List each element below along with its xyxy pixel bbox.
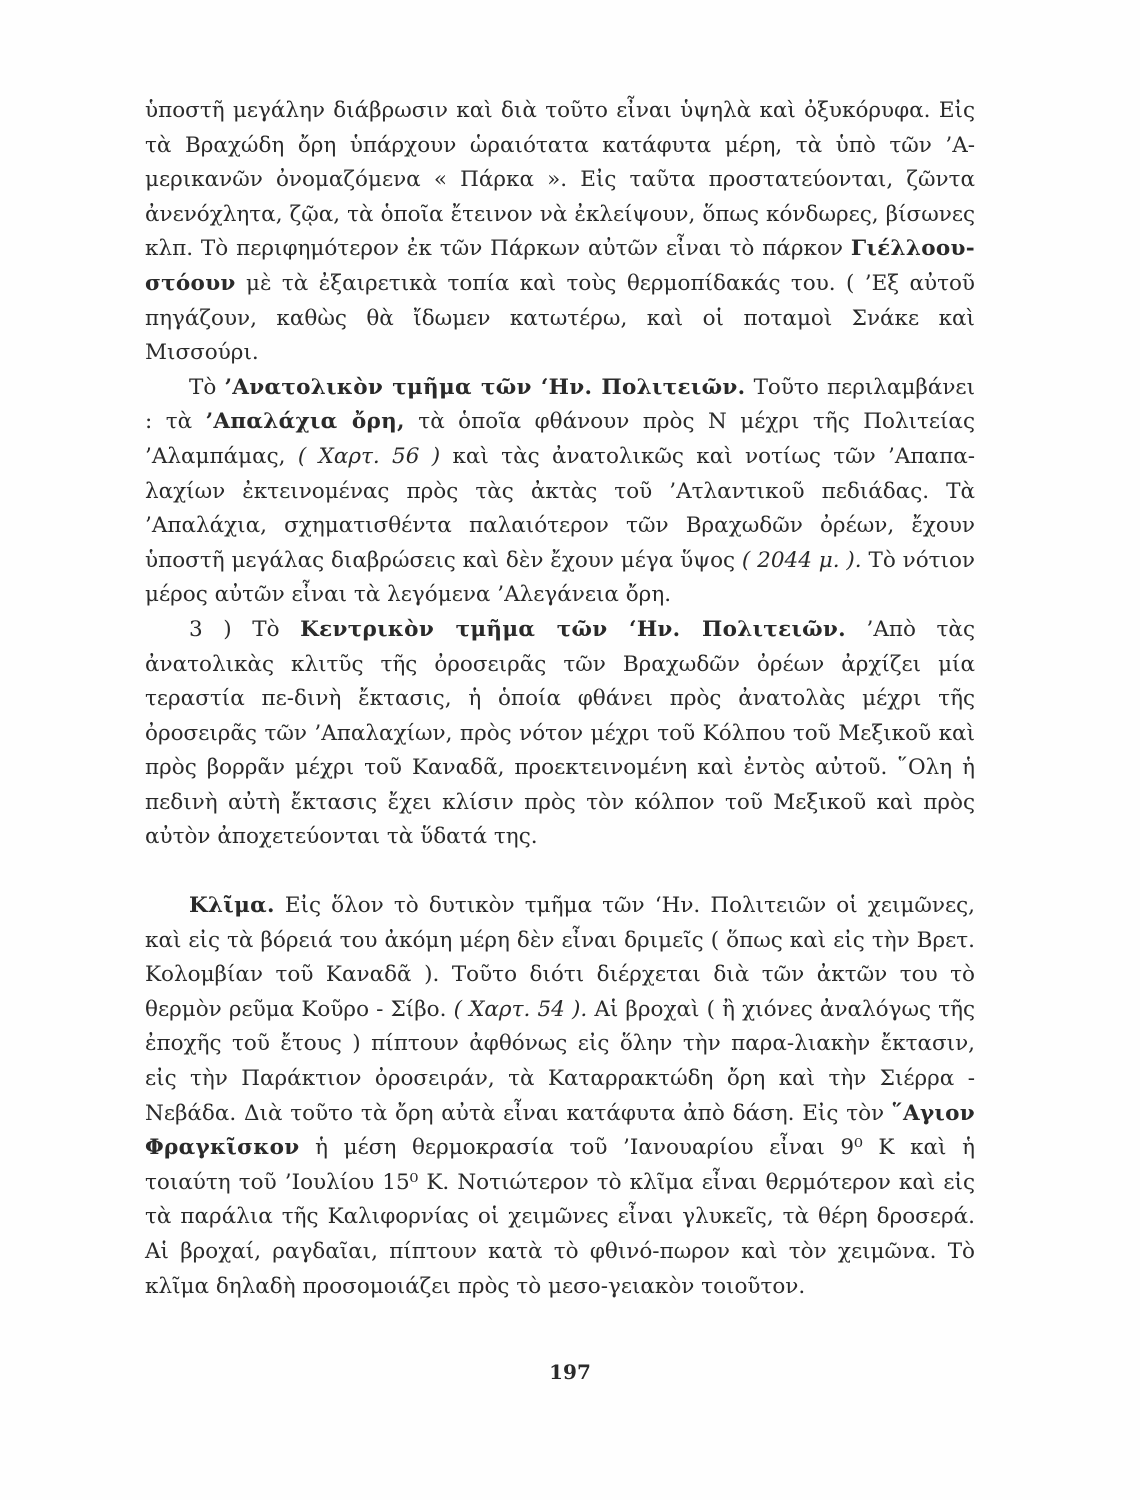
text-run: Εἰς ὅλον τὸ δυτικὸν τμῆμα τῶν ‘Ην. Πολιτειῶν οἱ χειμῶνες, καὶ εἰς τὰ βόρειά του ἀκόμη μέρη δὲν εἶναι δριμεῖς ( ὅπως καὶ εἰς τὴν Βρετ. Κολομβίαν τοῦ Καναδᾶ ). Τοῦτο διότι διέρχεται διὰ τῶν ἀκτῶν του τὸ θερμὸν ρεῦμα Κοῦρο - Σίβο. xyxy=(145,893,975,1022)
bold-heading-climate: Κλῖμα. xyxy=(189,893,275,919)
page-number: 197 xyxy=(549,1360,591,1384)
bold-heading-central-section: Κεντρικὸν τμῆμα τῶν ‘Ην. Πολιτειῶν. xyxy=(300,616,846,642)
paragraph-rocky-mountains xyxy=(145,94,975,371)
bold-heading-eastern-section: ’Ανατολικὸν τμῆμα τῶν ‘Ην. Πολιτειῶν. xyxy=(224,374,746,400)
text-run: καὶ τὰς ἀνατολικῶς καὶ νοτίως τῶν ’Απαπα-λαχίων ἐκτεινομένας πρὸς τὰς ἀκτὰς τοῦ ’Ατλαντικοῦ πεδιάδας. Τὰ ’Απαλάχια, σχηματισθέντα παλαιότερον τῶν Βραχωδῶν ὀρέων, ἔχουν ὑποστῆ μεγάλας διαβρώσεις καὶ δὲν ἔχουν μέγα ὕψος xyxy=(145,443,975,573)
text-run: Τοῦτο περιλαμβάνει : τὰ xyxy=(145,374,976,435)
paragraph-eastern-section xyxy=(145,371,975,613)
bold-term-appalachians: ’Απαλάχια ὄρη, xyxy=(205,409,405,435)
paragraph-climate xyxy=(145,889,975,1304)
bold-term-san-francisco: ῞Αγιον Φραγκῖσκον xyxy=(145,1100,975,1161)
text-run: Τὸ xyxy=(189,374,225,400)
text-run: Αἱ βροχαὶ ( ἢ χιόνες ἀναλόγως τῆς ἐποχῆς τοῦ ἔτους ) πίπτουν ἀφθόνως εἰς ὅλην τὴν παρα-λιακὴν ἔκτασιν, εἰς τὴν Παράκτιον ὀροσειράν, τὰ Καταρρακτώδη ὄρη καὶ τὴν Σιέρρα - Νεβάδα. Διὰ τοῦτο τὰ ὄρη αὐτὰ εἶναι κατάφυτα ἀπὸ δάση. Εἰς τὸν xyxy=(145,996,975,1126)
text-run: 3 ) Τὸ xyxy=(189,616,301,642)
text-run: τὰ ὁποῖα φθάνουν πρὸς Ν μέχρι τῆς Πολιτείας ’Αλαμπάμας, xyxy=(145,409,975,469)
map-reference-54: ( Χαρτ. 54 ). xyxy=(453,996,588,1022)
text-run: ὑποστῆ μεγάλην διάβρωσιν καὶ διὰ τοῦτο εἶναι ὑψηλὰ καὶ ὀξυκόρυφα. Εἰς τὰ Βραχώδη ὄρη ὑπάρχουν ὡραιότατα κατάφυτα μέρη, τὰ ὑπὸ τῶν ’Α-μερικανῶν ὀνομαζόμενα « Πάρκα ». Εἰς ταῦτα προστατεύονται, ζῶντα ἀνενόχλητα, ζῷα, τὰ ὁποῖα ἔτεινον νὰ ἐκλείψουν, ὅπως κόνδωρες, βίσωνες κλπ. Τὸ περιφημότερον ἐκ τῶν Πάρκων αὐτῶν εἶναι τὸ πάρκον xyxy=(145,98,975,262)
body-text xyxy=(145,94,975,1304)
text-run: μὲ τὰ ἐξαιρετικὰ τοπία καὶ τοὺς θερμοπίδακάς του. ( ’Εξ αὐτοῦ πηγάζουν, καθὼς θὰ ἴδωμεν κατωτέρω, καὶ οἱ ποταμοὶ Σνάκε καὶ Μισσούρι. xyxy=(145,270,975,366)
text-run: Τὸ νότιον μέρος αὐτῶν εἶναι τὰ λεγόμενα ’Αλεγάνεια ὄρη. xyxy=(145,547,975,608)
elevation-note: ( 2044 μ. ). xyxy=(741,547,862,573)
text-run: ’Απὸ τὰς ἀνατολικὰς κλιτῦς τῆς ὀροσειρᾶς τῶν Βραχωδῶν ὀρέων ἀρχίζει μία τεραστία πε-δινὴ ἔκτασις, ἡ ὁποία φθάνει πρὸς ἀνατολὰς μέχρι τῆς ὀροσειρᾶς τῶν ’Απαλαχίων, πρὸς νότον μέχρι τοῦ Κόλπου τοῦ Μεξικοῦ καὶ πρὸς βορρᾶν μέχρι τοῦ Καναδᾶ, προεκτεινομένη καὶ ἐντὸς αὐτοῦ. ῞Ολη ἡ πεδινὴ αὐτὴ ἔκτασις ἔχει κλίσιν πρὸς τὸν κόλπον τοῦ Μεξικοῦ καὶ πρὸς αὐτὸν ἀποχετεύονται τὰ ὕδατά της. xyxy=(145,616,975,850)
bold-term-yellowstone: Γιέλλοου-στόουν xyxy=(145,236,975,296)
text-run: ἡ μέση θερμοκρασία τοῦ ’Ιανουαρίου εἶναι 9⁰ Κ καὶ ἡ τοιαύτη τοῦ ’Ιουλίου 15⁰ Κ. Νοτιώτερον τὸ κλῖμα εἶναι θερμότερον καὶ εἰς τὰ παράλια τῆς Καλιφορνίας οἱ χειμῶνες εἶναι γλυκεῖς, τὰ θέρη δροσερά. Αἱ βροχαί, ραγδαῖαι, πίπτουν κατὰ τὸ φθινό-πωρον καὶ τὸν χειμῶνα. Τὸ κλῖμα δηλαδὴ προσομοιάζει πρὸς τὸ μεσο-γειακὸν τοιοῦτον. xyxy=(145,1135,975,1299)
map-reference-56: ( Χαρτ. 56 ) xyxy=(297,443,441,469)
paragraph-central-section xyxy=(145,613,975,855)
